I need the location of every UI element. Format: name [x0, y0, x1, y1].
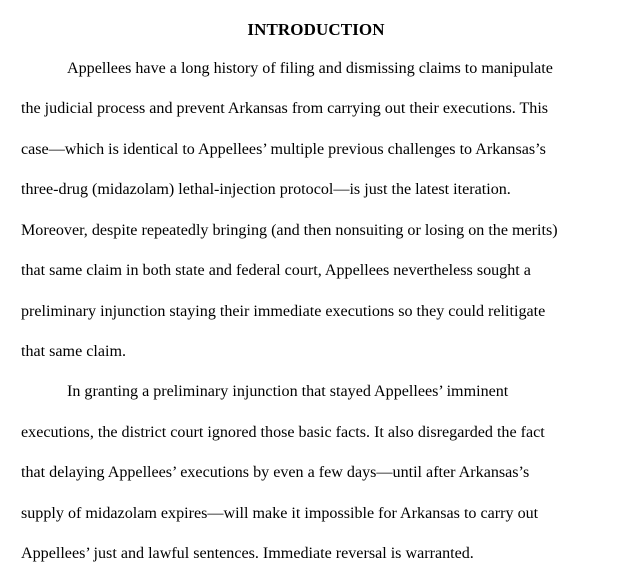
paragraph-line: that delaying Appellees’ executions by even a few days—until after Arkansas’s	[21, 464, 530, 481]
paragraph-line: preliminary injunction staying their immediate executions so they could relitigate	[21, 303, 546, 320]
paragraph-line: the judicial process and prevent Arkansas from carrying out their executions. This	[21, 100, 549, 117]
paragraph-line: Appellees’ just and lawful sentences. Immediate reversal is warranted.	[21, 545, 474, 562]
paragraph-line: that same claim.	[21, 343, 127, 360]
paragraph-line: In granting a preliminary injunction that stayed Appellees’ imminent	[67, 383, 509, 400]
paragraph-line: supply of midazolam expires—will make it impossible for Arkansas to carry out	[21, 505, 539, 522]
paragraph-line: executions, the district court ignored those basic facts. It also disregarded the fact	[21, 424, 545, 441]
section-heading: INTRODUCTION	[247, 20, 385, 39]
paragraph-line: Moreover, despite repeatedly bringing (and then nonsuiting or losing on the merits)	[21, 222, 558, 239]
paragraph-line: Appellees have a long history of filing and dismissing claims to manipulate	[67, 60, 553, 77]
paragraph-line: case—which is identical to Appellees’ multiple previous challenges to Arkansas’s	[21, 141, 546, 158]
paragraph-line: that same claim in both state and federal court, Appellees nevertheless sought a	[21, 262, 531, 279]
paragraph-line: three-drug (midazolam) lethal-injection protocol—is just the latest iteration.	[21, 181, 511, 198]
